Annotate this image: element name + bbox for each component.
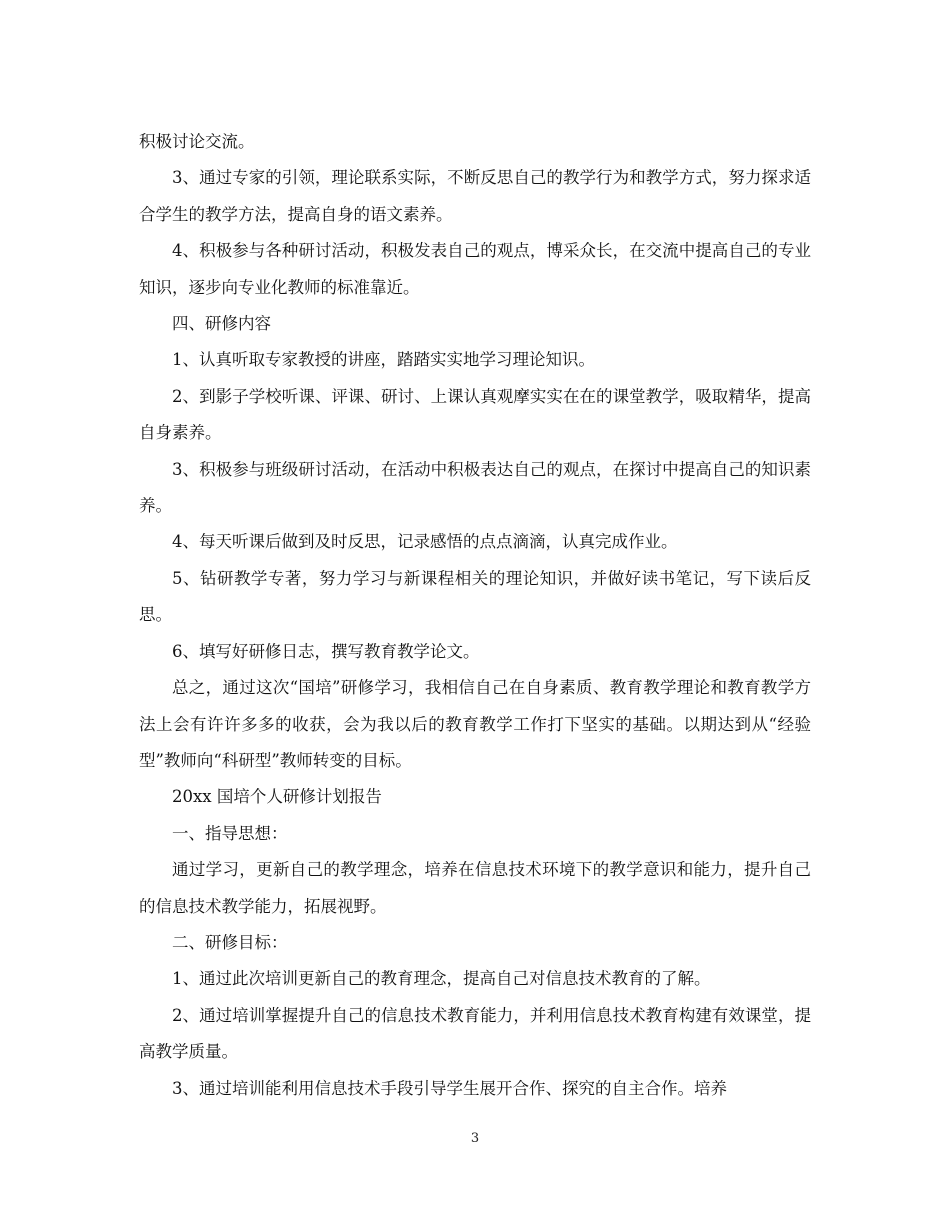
- paragraph-3: 4、积极参与各种研讨活动，积极发表自己的观点，博采众长，在交流中提高自己的专业知识，逐步向专业化教师的标准靠近。: [139, 241, 811, 297]
- document-body: [139, 124, 811, 1107]
- paragraph-8: 4、每天听课后做到及时反思，记录感悟的点点滴滴，认真完成作业。: [172, 532, 678, 552]
- paragraph-10: 6、填写好研修日志，撰写教育教学论文。: [172, 641, 480, 661]
- section-heading-research-content: 四、研修内容: [172, 314, 271, 334]
- paragraph-16: 1、通过此次培训更新自己的教育理念，提高自己对信息技术教育的了解。: [172, 969, 711, 989]
- paragraph-1: 积极讨论交流。: [139, 132, 255, 151]
- report-title: 20xx 国培个人研修计划报告: [172, 787, 382, 807]
- paragraph-2: 3、通过专家的引领，理论联系实际，不断反思自己的教学行为和教学方式，努力探求适合学生的教学方法，提高自身的语文素养。: [139, 168, 811, 224]
- section-heading-research-goals: 二、研修目标：: [172, 932, 288, 952]
- section-heading-guiding-ideology: 一、指导思想：: [172, 823, 288, 843]
- paragraph-14: 通过学习，更新自己的教学理念，培养在信息技术环境下的教学意识和能力，提升自己的信息技术教学能力，拓展视野。: [139, 860, 811, 916]
- paragraph-17: 2、通过培训掌握提升自己的信息技术教育能力，并利用信息技术教育构建有效课堂，提高教学质量。: [139, 1005, 811, 1062]
- paragraph-7: 3、积极参与班级研讨活动，在活动中积极表达自己的观点，在探讨中提高自己的知识素养。: [139, 459, 811, 516]
- paragraph-summary: 总之，通过这次“国培”研修学习，我相信自己在自身素质、教育教学理论和教育教学方法上会有许许多多的收获，会为我以后的教育教学工作打下坚实的基础。以期达到从“经验型”教师向“科研型”教师转变的目标。: [139, 678, 811, 770]
- paragraph-5: 1、认真听取专家教授的讲座，踏踏实实地学习理论知识。: [172, 350, 595, 370]
- paragraph-18: 3、通过培训能利用信息技术手段引导学生展开合作、探究的自主合作。培养: [172, 1078, 727, 1098]
- paragraph-9: 5、钻研教学专著，努力学习与新课程相关的理论知识，并做好读书笔记，写下读后反思。: [139, 568, 811, 625]
- paragraph-6: 2、到影子学校听课、评课、研讨、上课认真观摩实实在在的课堂教学，吸取精华，提高自身素养。: [139, 386, 811, 443]
- page-number: 3: [470, 1131, 480, 1146]
